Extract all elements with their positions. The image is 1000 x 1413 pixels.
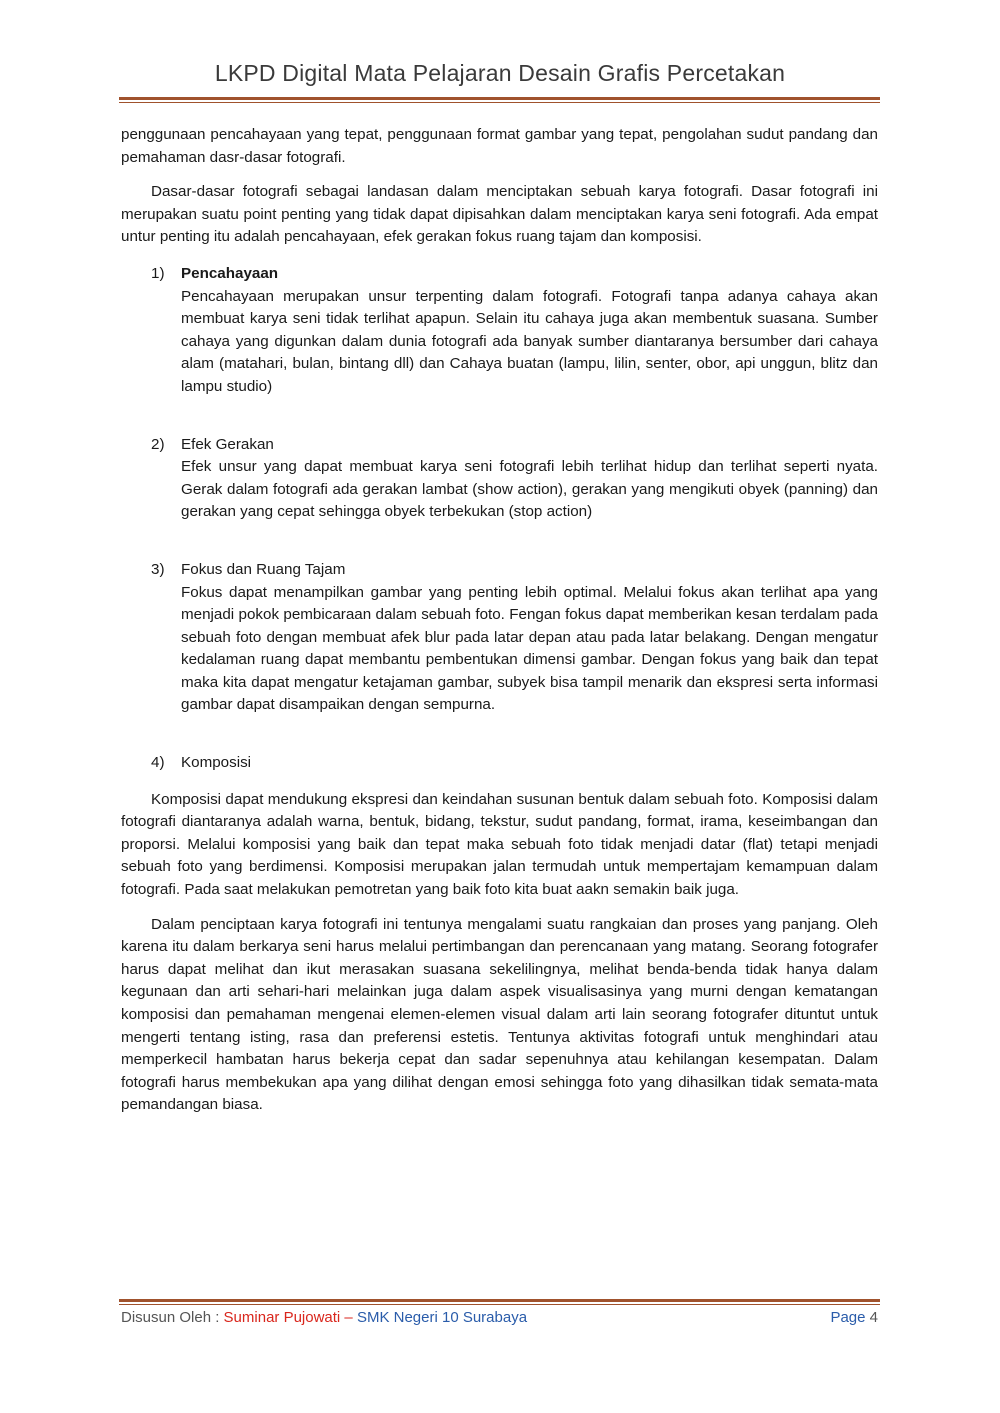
footer-author: Suminar Pujowati (223, 1309, 341, 1326)
list-item-efek-gerakan (121, 434, 878, 524)
page-footer (121, 1309, 878, 1326)
list-item-title: Pencahayaan (181, 264, 279, 282)
document-body (121, 124, 878, 1117)
list-number: 4) (151, 754, 165, 772)
list-item-text: Fokus dapat menampilkan gambar yang penting lebih optimal. Melalui fokus akan terlihat apa yang menjadi pokok pembicaraan dalam sebuah foto. Fengan fokus dapat memberikan kesan terdalam pada sebuah foto dengan membuat afek blur pada latar depan atau pada latar belakang. Dengan mengatur kedalaman ruang dapat membantu pembentukan dimensi gambar. Dengan fokus yang baik dan tepat maka kita dapat mengatur ketajaman gambar, subyek bisa tampil menarik dan ekspresi serta informasi gambar dapat disampaikan dengan sempurna. (181, 583, 878, 714)
header-rule-thick (119, 97, 880, 100)
list-number: 2) (151, 435, 165, 453)
list-number: 1) (151, 264, 165, 282)
list-item-text: Efek unsur yang dapat membuat karya seni fotografi lebih terlihat hidup dan terlihat seperti nyata. Gerak dalam fotografi ada gerakan lambat (show action), gerakan yang mengikuti obyek (panning) dan gerakan yang cepat sehingga obyek terbekukan (stop action) (181, 458, 878, 521)
page-number: 4 (869, 1309, 878, 1326)
footer-school: SMK Negeri 10 Surabaya (356, 1309, 528, 1326)
list-item-text: Pencahayaan merupakan unsur terpenting dalam fotografi. Fotografi tanpa adanya cahaya akan membuat karya seni tidak terlihat apapun. Selain itu cahaya juga akan membentuk suasana. Sumber cahaya yang digunkan dalam dunia fotografi ada banyak sumber diantaranya bersumber dari cahaya alam (matahari, bulan, bintang dll) dan Cahaya buatan (lampu, lilin, senter, obor, api unggun, blitz dan lampu studio) (181, 287, 878, 395)
page-label: Page (830, 1309, 866, 1326)
page-header-title: LKPD Digital Mata Pelajaran Desain Grafis Percetakan (214, 60, 786, 86)
paragraph-komposisi: Komposisi dapat mendukung ekspresi dan keindahan susunan bentuk dalam sebuah foto. Komposisi dalam fotografi diantaranya adalah warna, bentuk, bidang, tekstur, sudut pandang, format, irama, keseimbangan dan proporsi. Melalui komposisi yang baik dan tepat maka sebuah foto tidak menjadi datar (flat) tetapi menjadi sebuah foto yang berdimensi. Komposisi merupakan jalan termudah untuk mempertajam kemampuan dalam fotografi. Pada saat melakukan pemotretan yang baik foto kita buat aakn semakin baik juga. (121, 790, 878, 899)
footer-prefix: Disusun Oleh : (121, 1309, 224, 1326)
list-number: 3) (151, 560, 165, 578)
list-item-title: Efek Gerakan (181, 435, 274, 453)
list-item-komposisi (121, 752, 878, 775)
footer-rule-thin (119, 1304, 880, 1305)
page-indicator (830, 1309, 878, 1326)
list-item-pencahayaan (121, 263, 878, 399)
paragraph-penciptaan: Dalam penciptaan karya fotografi ini tentunya mengalami suatu rangkaian dan proses yang panjang. Oleh karena itu dalam berkarya seni harus melalui pertimbangan dan perencanaan yang matang. Seorang fotografer harus dapat melihat dan ikut merasakan suasana sekelilingnya, melihat benda-benda tidak hanya dalam kegunaan dan arti sehari-hari melainkan juga dalam aspek visualisasinya yang murni dengan kematangan komposisi dan pemahaman mengenai elemen-elemen visual dalam arti lain seorang fotografer dituntut untuk mengerti tentang isting, rasa dan preferensi estetis. Tentunya aktivitas fotografi untuk menghindari atau memperkecil hambatan harus bekerja cepat dan sadar sepenuhnya atau kehilangan kesempatan. Dalam fotografi harus membekukan apa yang dilihat dengan emosi sehingga foto yang dihasilkan tidak semata-mata pemandangan biasa. (121, 915, 878, 1114)
header-rule-thin (119, 102, 880, 103)
footer-dash: – (340, 1309, 357, 1326)
list-item-title: Komposisi (181, 754, 252, 772)
paragraph-dasar-fotografi: Dasar-dasar fotografi sebagai landasan dalam menciptakan sebuah karya fotografi. Dasar fotografi ini merupakan suatu point penting yang tidak dapat dipisahkan dalam menciptakan karya seni fotografi. Ada empat untur penting itu adalah pencahayaan, efek gerakan fokus ruang tajam dan komposisi. (121, 183, 878, 246)
list-item-title: Fokus dan Ruang Tajam (181, 560, 346, 578)
footer-rule-thick (119, 1299, 880, 1302)
list-item-fokus (121, 559, 878, 717)
paragraph-continued: penggunaan pencahayaan yang tepat, penggunaan format gambar yang tepat, pengolahan sudut pandang dan pemahaman dasr-dasar fotografi. (121, 126, 878, 166)
